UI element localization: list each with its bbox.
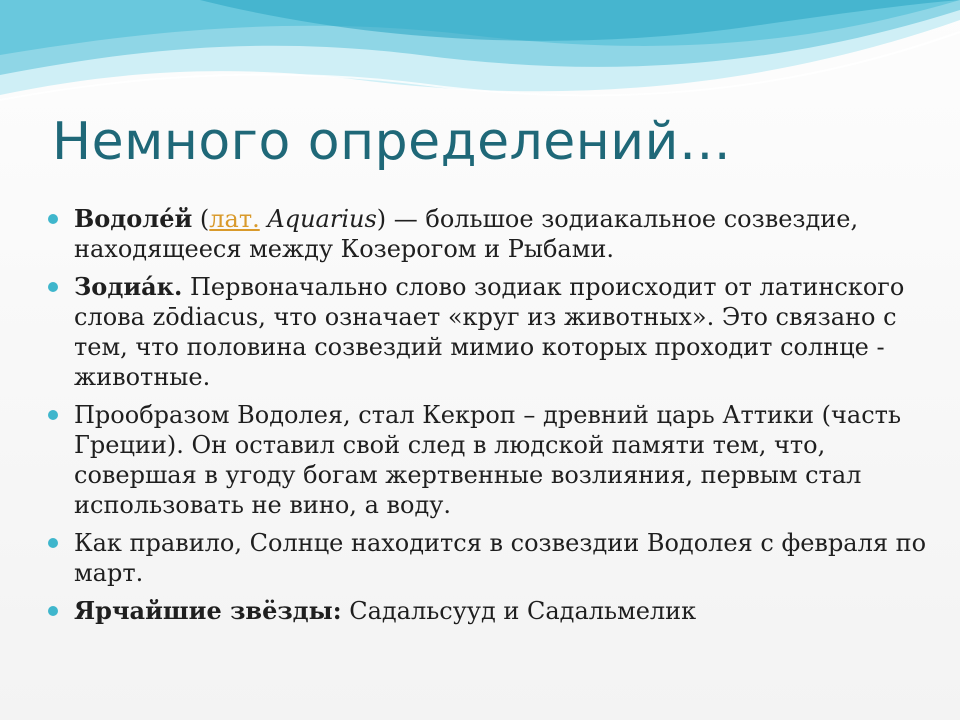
bullet-zodiac [48, 272, 928, 392]
latin-name: Aquarius [259, 205, 377, 233]
slide-title: Немного определений… [52, 112, 732, 172]
decorative-wave-header [0, 0, 960, 130]
bullet-dot-icon [48, 538, 58, 548]
text-brightest-stars: Садальсууд и Садальмелик [341, 597, 697, 625]
bullet-dot-icon [48, 606, 58, 616]
term-brightest-stars: Ярчайшие звёзды: [74, 596, 342, 625]
term-zodiac: Зодиа́к. [74, 272, 183, 301]
bullet-dot-icon [48, 282, 58, 292]
bullet-brightest-stars [48, 596, 928, 626]
term-aquarius: Водоле́й [74, 204, 193, 233]
link-lat[interactable]: лат. [209, 205, 260, 233]
bullet-dot-icon [48, 410, 58, 420]
bullet-aquarius [48, 204, 928, 264]
bullet-dot-icon [48, 214, 58, 224]
text-kekrop: Прообразом Водолея, стал Кекроп – древний царь Аттики (часть Греции). Он оставил свой след в людской памяти тем, что, совершая в угоду богам жертвенные возлияния, первым стал использовать не вино, а воду. [74, 401, 902, 519]
bullet-sun-period [48, 528, 928, 588]
open-paren: ( [192, 205, 210, 233]
bullet-kekrop [48, 400, 928, 520]
text-sun-period: Как правило, Солнце находится в созвездии Водолея с февраля по март. [74, 529, 927, 587]
bullet-list [48, 204, 928, 634]
definition-aquarius: ) — большое зодиакальное созвездие, находящееся между Козерогом и Рыбами. [74, 205, 859, 263]
definition-zodiac: Первоначально слово зодиак происходит от латинского слова zōdiacus, что означает «круг из животных». Это связано с тем, что половина созвездий мимио которых проходит солнце - животные. [74, 273, 905, 391]
